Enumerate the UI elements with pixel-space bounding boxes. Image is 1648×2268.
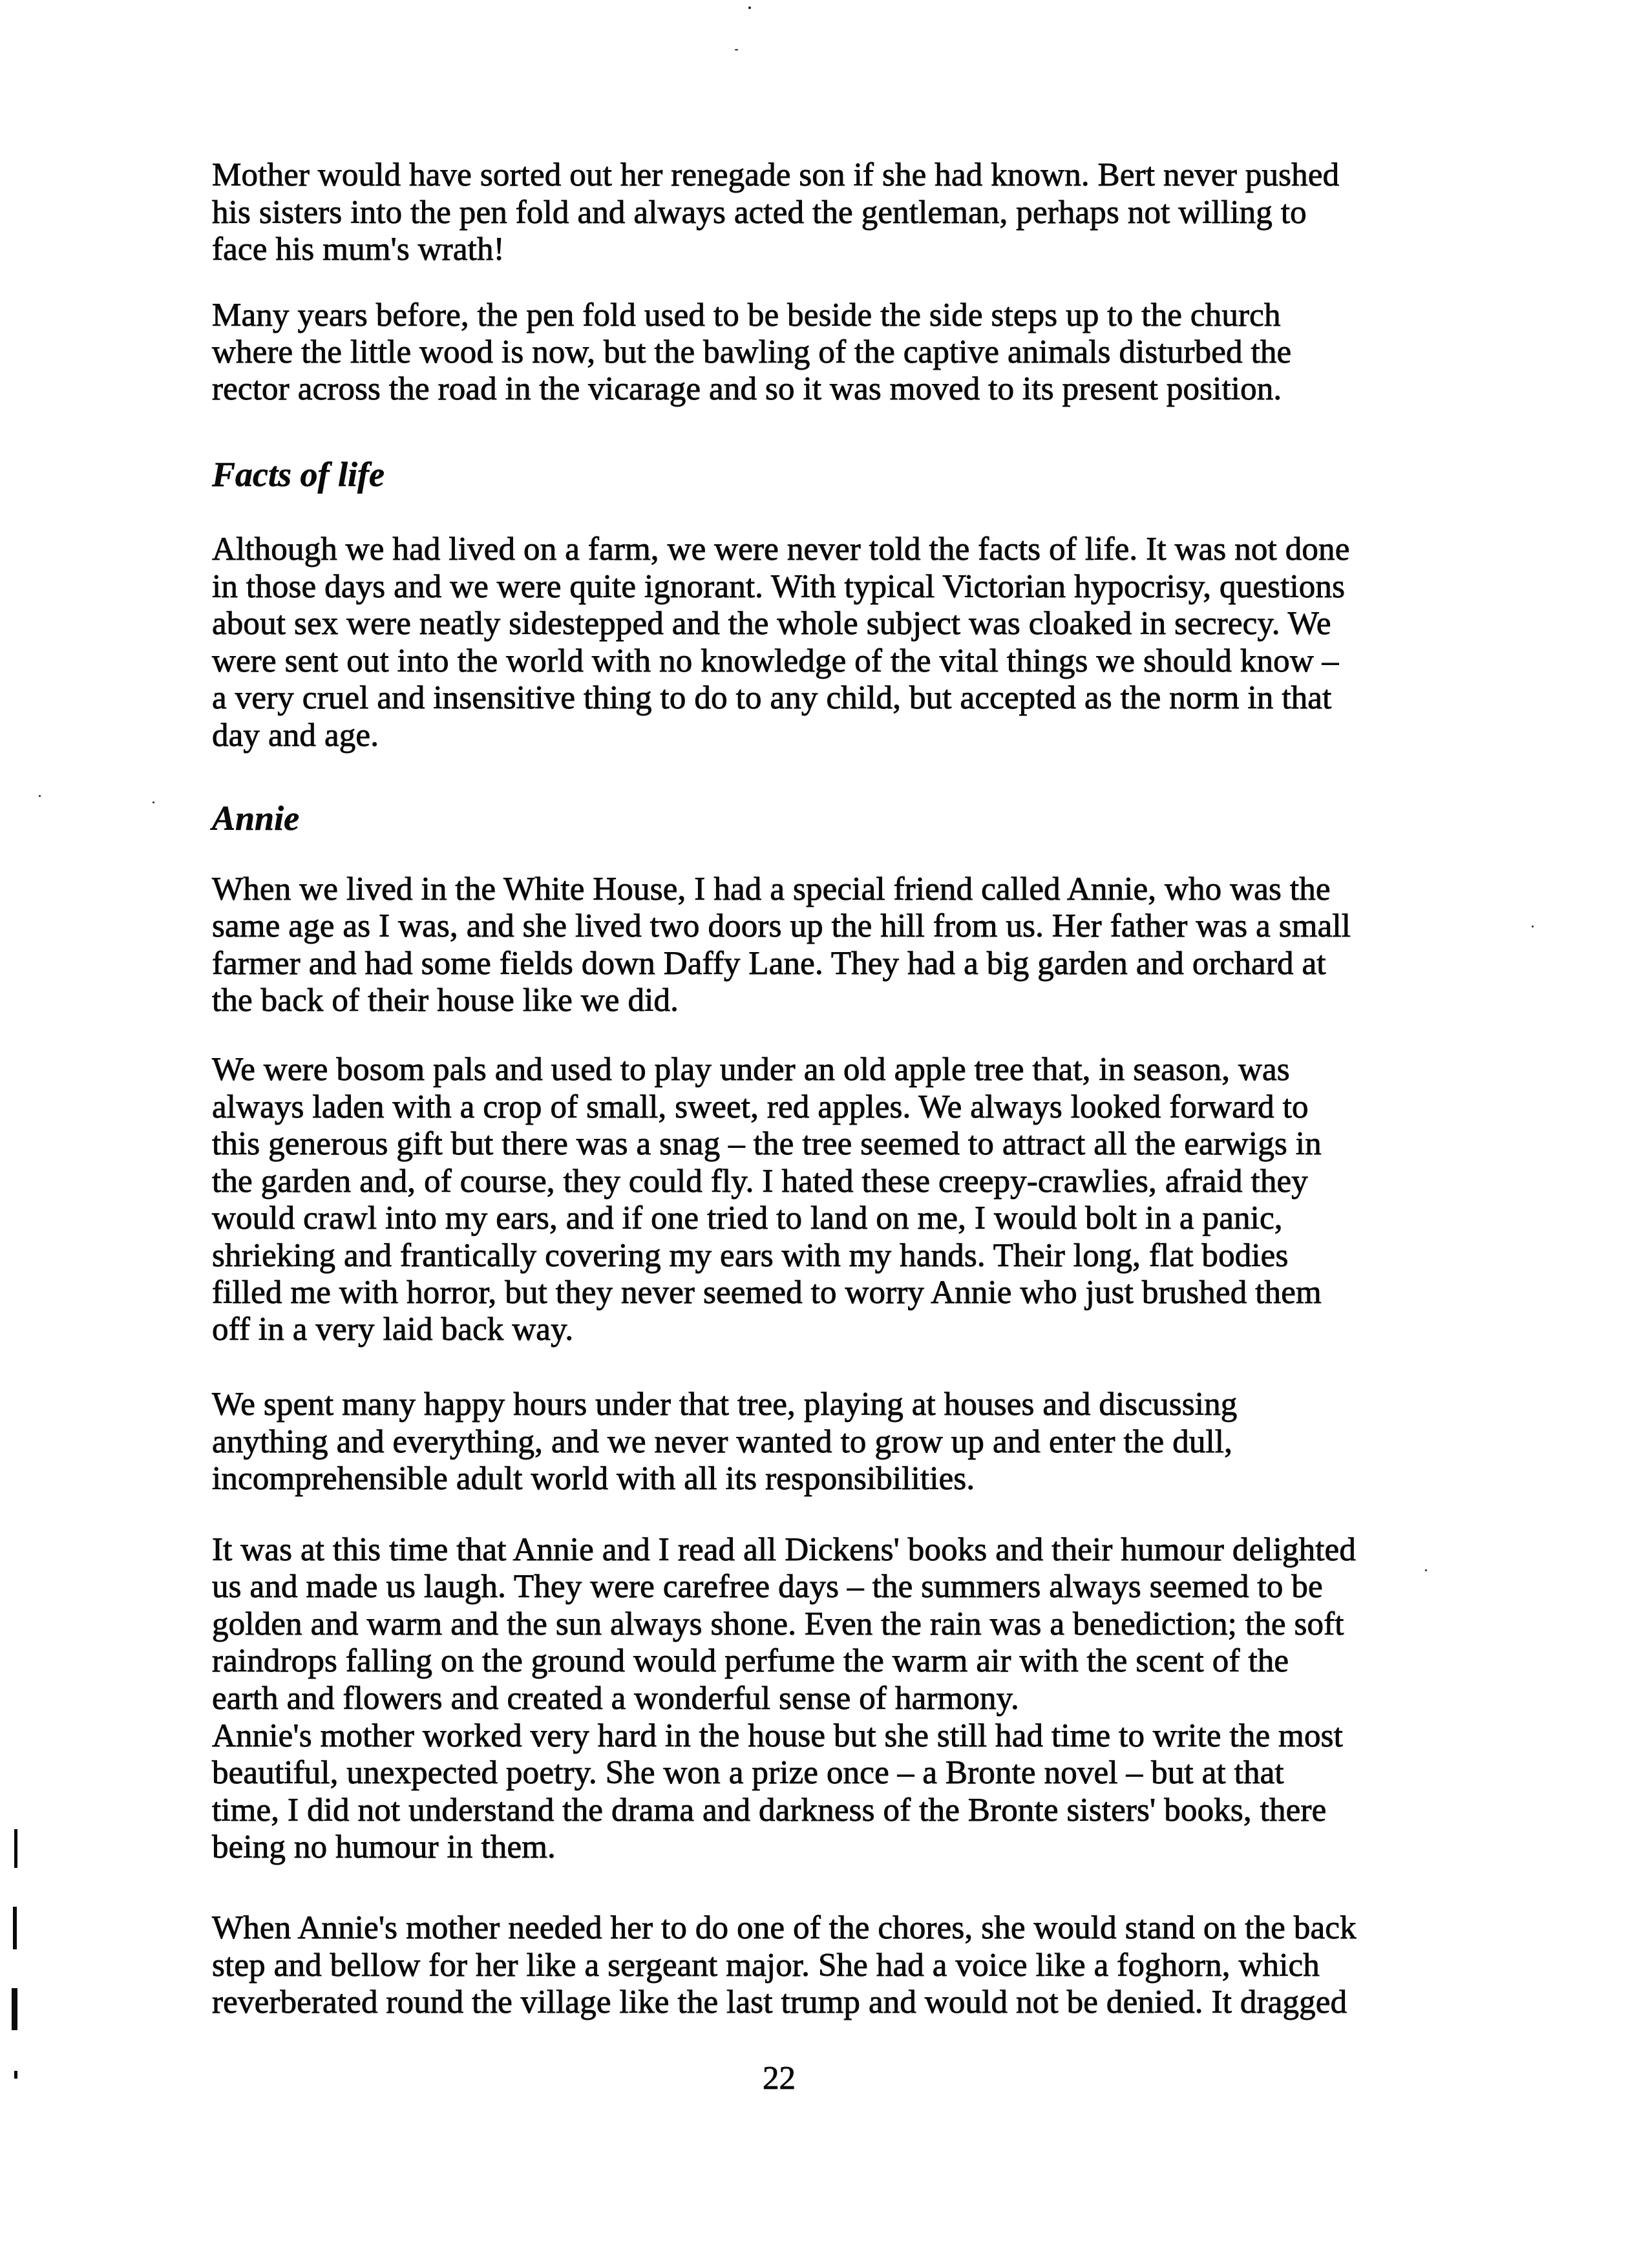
text-line: this generous gift but there was a snag – the tree seemed to attract all the earwigs in	[212, 1126, 1322, 1162]
text-line: shrieking and frantically covering my ears with my hands. Their long, flat bodies	[212, 1238, 1289, 1274]
text-line: Annie's mother worked very hard in the house but she still had time to write the most	[212, 1718, 1343, 1754]
text-line: in those days and we were quite ignorant. With typical Victorian hypocrisy, questions	[212, 569, 1346, 605]
page-number: 22	[763, 2061, 796, 2097]
binder-mark	[14, 1829, 17, 1868]
text-line: It was at this time that Annie and I read all Dickens' books and their humour delighted	[212, 1532, 1356, 1568]
text-line: We spent many happy hours under that tree, playing at houses and discussing	[212, 1386, 1238, 1423]
text-line: would crawl into my ears, and if one tried to land on me, I would bolt in a panic,	[212, 1200, 1283, 1236]
text-line: same age as I was, and she lived two doors up the hill from us. Her father was a small	[212, 908, 1351, 944]
text-line: face his mum's wrath!	[212, 231, 505, 268]
text-line: raindrops falling on the ground would perfume the warm air with the scent of the	[212, 1643, 1289, 1679]
text-line: anything and everything, and we never wanted to grow up and enter the dull,	[212, 1424, 1233, 1460]
binder-mark	[14, 2071, 17, 2079]
text-line: earth and flowers and created a wonderful sense of harmony.	[212, 1680, 1019, 1717]
text-line: When Annie's mother needed her to do one of the chores, she would stand on the back	[212, 1910, 1357, 1946]
text-line: Many years before, the pen fold used to be beside the side steps up to the church	[212, 297, 1281, 334]
scan-speck	[748, 6, 751, 9]
binder-mark	[12, 1988, 17, 2030]
text-line: day and age.	[212, 717, 379, 754]
text-line: time, I did not understand the drama and darkness of the Bronte sisters' books, there	[212, 1792, 1327, 1828]
text-line: us and made us laugh. They were carefree days – the summers always seemed to be	[212, 1569, 1323, 1605]
scan-speck	[39, 795, 41, 797]
text-line: reverberated round the village like the last trump and would not be denied. It dragged	[212, 1984, 1347, 2020]
scan-speck	[1532, 926, 1534, 927]
text-line: step and bellow for her like a sergeant major. She had a voice like a foghorn, which	[212, 1947, 1320, 1984]
text-line: rector across the road in the vicarage and so it was moved to its present position.	[212, 371, 1282, 407]
text-line: where the little wood is now, but the bawling of the captive animals disturbed the	[212, 334, 1292, 370]
scan-speck	[735, 49, 738, 50]
text-line: Although we had lived on a farm, we were never told the facts of life. It was not done	[212, 531, 1350, 567]
text-line: We were bosom pals and used to play under an old apple tree that, in season, was	[212, 1052, 1290, 1088]
section-heading-facts-of-life: Facts of life	[212, 455, 385, 494]
text-line: a very cruel and insensitive thing to do to any child, but accepted as the norm in that	[212, 680, 1332, 716]
text-line: were sent out into the world with no knowledge of the vital things we should know –	[212, 643, 1339, 679]
scan-speck	[153, 801, 154, 803]
section-heading-annie: Annie	[212, 799, 300, 838]
text-line: about sex were neatly sidestepped and the whole subject was cloaked in secrecy. We	[212, 606, 1331, 642]
text-line: golden and warm and the sun always shone. Even the rain was a benediction; the soft	[212, 1606, 1344, 1642]
text-line: the back of their house like we did.	[212, 982, 679, 1019]
text-line: filled me with horror, but they never seemed to worry Annie who just brushed them	[212, 1275, 1322, 1311]
text-line: beautiful, unexpected poetry. She won a prize once – a Bronte novel – but at that	[212, 1755, 1284, 1791]
text-line: farmer and had some fields down Daffy Lane. They had a big garden and orchard at	[212, 946, 1326, 982]
text-line: When we lived in the White House, I had a special friend called Annie, who was the	[212, 871, 1331, 907]
text-line: incomprehensible adult world with all its responsibilities.	[212, 1461, 975, 1497]
text-line: off in a very laid back way.	[212, 1311, 574, 1348]
text-line: being no humour in them.	[212, 1829, 556, 1865]
binder-mark	[13, 1907, 17, 1949]
text-line: Mother would have sorted out her renegade son if she had known. Bert never pushed	[212, 157, 1340, 193]
text-line: the garden and, of course, they could fly. I hated these creepy-crawlies, afraid they	[212, 1163, 1308, 1200]
text-line: his sisters into the pen fold and always acted the gentleman, perhaps not willing to	[212, 195, 1307, 231]
text-line: always laden with a crop of small, sweet, red apples. We always looked forward to	[212, 1089, 1309, 1125]
scan-speck	[1425, 1569, 1427, 1571]
